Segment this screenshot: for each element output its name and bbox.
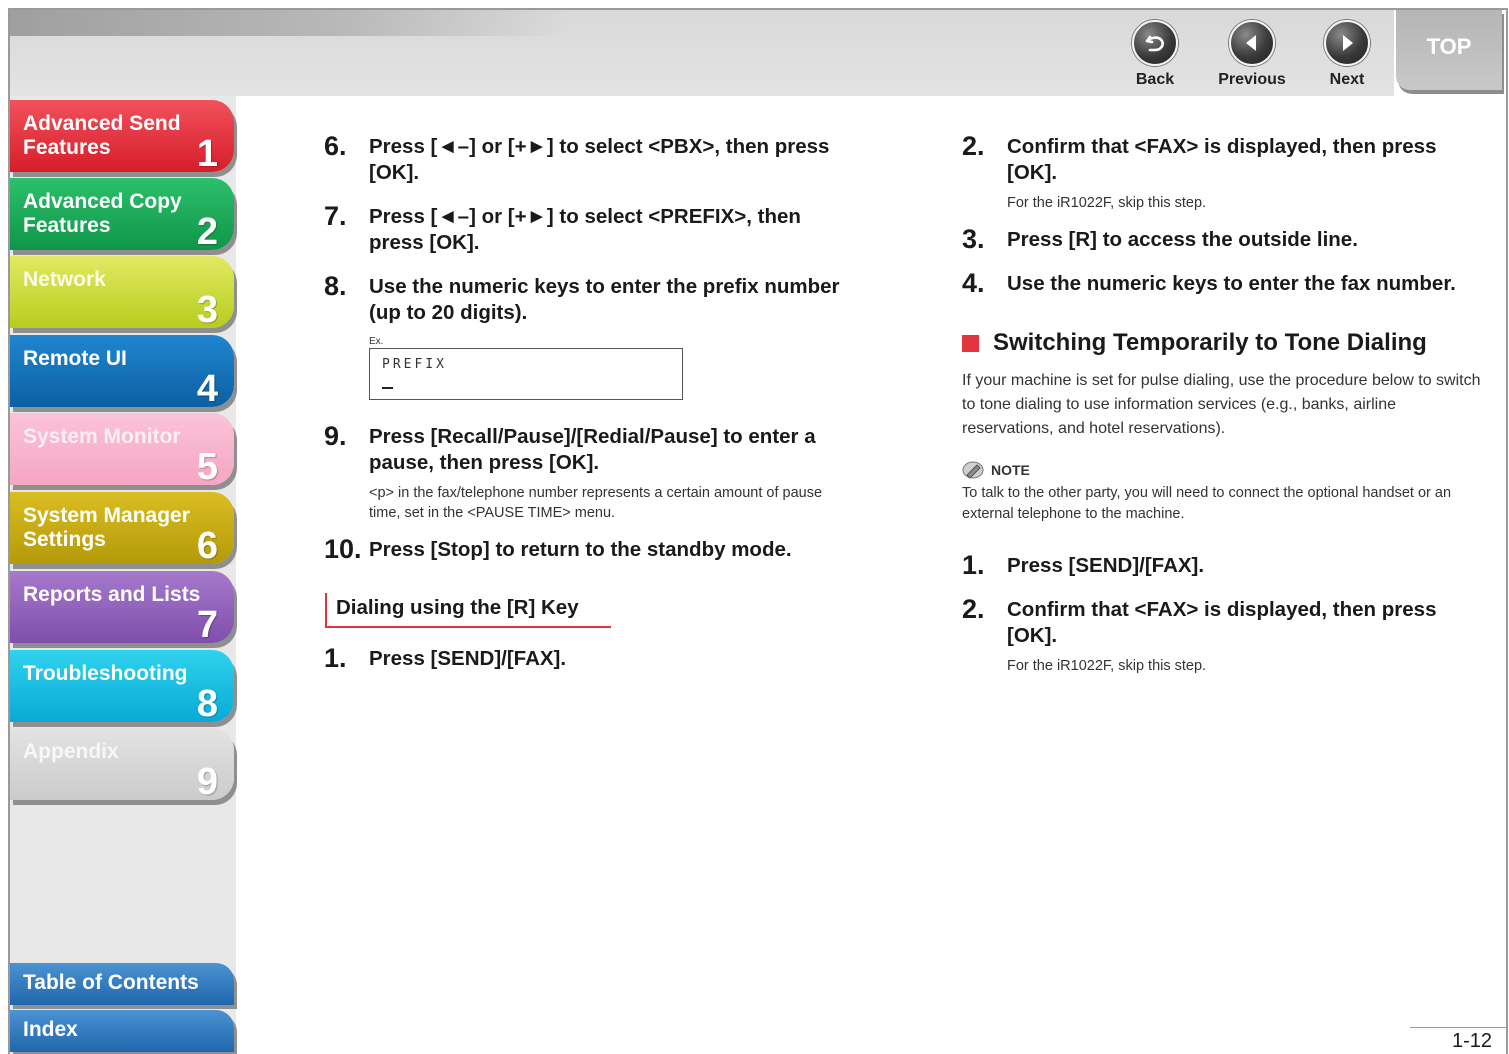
lcd-example-label: Ex. bbox=[369, 336, 384, 347]
step-number: 4. bbox=[962, 268, 985, 298]
step-number: 1. bbox=[324, 643, 347, 673]
chapter-label-line1: Reports and Lists bbox=[23, 583, 201, 606]
step-text: Use the numeric keys to enter the fax number. bbox=[1007, 272, 1456, 295]
sidebar-item-system-manager-settings[interactable] bbox=[10, 492, 234, 564]
chapter-label-line1: Remote UI bbox=[23, 347, 127, 370]
section-title bbox=[962, 329, 1482, 357]
content-left-column bbox=[324, 131, 844, 673]
step-text: Press [◄–] or [+►] to select <PBX>, then press [OK]. bbox=[369, 135, 830, 184]
step-number: 7. bbox=[324, 201, 347, 231]
chapter-number: 9 bbox=[196, 761, 218, 800]
tone-step-1 bbox=[962, 550, 1482, 580]
step-number: 3. bbox=[962, 224, 985, 254]
sidebar-item-remote-ui[interactable] bbox=[10, 335, 234, 407]
chapter-label-line2: Settings bbox=[23, 528, 106, 551]
chapter-label-line1: System Manager bbox=[23, 504, 190, 527]
previous-arrow-icon bbox=[1229, 20, 1275, 66]
sidebar-item-advanced-copy-features[interactable] bbox=[10, 178, 234, 250]
previous-label: Previous bbox=[1218, 71, 1286, 88]
note-text: To talk to the other party, you will need to connect the optional handset or an external telephone to the machine. bbox=[962, 485, 1452, 522]
chapter-number: 6 bbox=[196, 525, 218, 564]
chapter-number: 5 bbox=[196, 446, 218, 485]
next-label: Next bbox=[1329, 71, 1365, 88]
section-paragraph: If your machine is set for pulse dialing, use the procedure below to switch to tone dialing to use information services (e.g., banks, airline reservations, and hotel reservations). bbox=[962, 372, 1481, 437]
back-button[interactable] bbox=[1115, 20, 1195, 94]
step-6 bbox=[324, 131, 844, 186]
chapter-label-line2: Features bbox=[23, 136, 111, 159]
step-number: 8. bbox=[324, 271, 347, 301]
sidebar-item-troubleshooting[interactable] bbox=[10, 650, 234, 722]
step-number: 9. bbox=[324, 421, 347, 451]
page-number: 1-12 bbox=[1452, 1030, 1493, 1052]
sidebar-item-advanced-send-features[interactable] bbox=[10, 100, 234, 172]
step-text: Press [SEND]/[FAX]. bbox=[369, 647, 567, 670]
chapter-number: 2 bbox=[196, 211, 218, 250]
chapter-number: 3 bbox=[196, 289, 218, 328]
lcd-cursor bbox=[382, 387, 393, 389]
chapter-label-line1: Network bbox=[23, 268, 106, 291]
step-text: Press [◄–] or [+►] to select <PREFIX>, then press [OK]. bbox=[369, 205, 801, 254]
step-number: 10. bbox=[324, 534, 362, 564]
note-label: NOTE bbox=[991, 462, 1030, 478]
next-button[interactable] bbox=[1307, 20, 1387, 94]
chapter-number: 8 bbox=[196, 683, 218, 722]
section-bullet-icon bbox=[962, 335, 979, 352]
step-number: 2. bbox=[962, 131, 985, 161]
lcd-display bbox=[369, 348, 683, 400]
step-3 bbox=[962, 224, 1482, 254]
step-number: 6. bbox=[324, 131, 347, 161]
note-heading bbox=[962, 461, 1482, 479]
section-title-text: Switching Temporarily to Tone Dialing bbox=[993, 329, 1427, 356]
chapter-label-line1: Advanced Send bbox=[23, 112, 181, 135]
step-text: Confirm that <FAX> is displayed, then press [OK]. bbox=[1007, 135, 1437, 184]
top-button[interactable]: TOP bbox=[1396, 10, 1502, 90]
header-strip bbox=[10, 10, 570, 36]
index-button[interactable]: Index bbox=[10, 1010, 234, 1052]
chapter-label-line1: Advanced Copy bbox=[23, 190, 182, 213]
step-7 bbox=[324, 201, 844, 256]
chapter-number: 7 bbox=[196, 604, 218, 643]
step-note: For the iR1022F, skip this step. bbox=[1007, 658, 1207, 674]
chapter-label-line1: System Monitor bbox=[23, 425, 181, 448]
step-number: 2. bbox=[962, 594, 985, 624]
lcd-text: PREFIX bbox=[382, 357, 447, 372]
subheading-r-key: Dialing using the [R] Key bbox=[325, 593, 611, 628]
step-2 bbox=[962, 131, 1482, 213]
chapter-label-line1: Appendix bbox=[23, 740, 119, 763]
chapter-label-line1: Troubleshooting bbox=[23, 662, 188, 685]
step-text: Press [SEND]/[FAX]. bbox=[1007, 554, 1205, 577]
step-9 bbox=[324, 421, 844, 523]
sidebar-item-network[interactable] bbox=[10, 256, 234, 328]
step-8 bbox=[324, 271, 844, 400]
step-text: Confirm that <FAX> is displayed, then press [OK]. bbox=[1007, 598, 1437, 647]
step-text: Use the numeric keys to enter the prefix number (up to 20 digits). bbox=[369, 275, 840, 324]
next-arrow-icon bbox=[1324, 20, 1370, 66]
sidebar-item-reports-and-lists[interactable] bbox=[10, 571, 234, 643]
step-number: 1. bbox=[962, 550, 985, 580]
back-label: Back bbox=[1135, 71, 1175, 88]
pencil-note-icon bbox=[962, 461, 984, 479]
tone-step-2 bbox=[962, 594, 1482, 676]
step-10 bbox=[324, 534, 844, 564]
sidebar-item-system-monitor[interactable] bbox=[10, 413, 234, 485]
chapter-number: 1 bbox=[196, 133, 218, 172]
back-arrow-icon bbox=[1132, 20, 1178, 66]
page-number-divider bbox=[1410, 1027, 1508, 1028]
chapter-label-line2: Features bbox=[23, 214, 111, 237]
chapter-number: 4 bbox=[196, 368, 218, 407]
previous-button[interactable] bbox=[1212, 20, 1292, 94]
r-step-1 bbox=[324, 643, 844, 673]
content-right-column bbox=[962, 131, 1482, 676]
sidebar-item-appendix[interactable] bbox=[10, 728, 234, 800]
step-text: Press [Stop] to return to the standby mode. bbox=[369, 538, 792, 561]
step-text: Press [Recall/Pause]/[Redial/Pause] to enter a pause, then press [OK]. bbox=[369, 425, 816, 474]
step-text: Press [R] to access the outside line. bbox=[1007, 228, 1358, 251]
table-of-contents-button[interactable]: Table of Contents bbox=[10, 963, 234, 1005]
frame-right-border bbox=[1506, 8, 1508, 1054]
step-note: For the iR1022F, skip this step. bbox=[1007, 195, 1207, 211]
step-4 bbox=[962, 268, 1482, 298]
step-note: <p> in the fax/telephone number represents a certain amount of pause time, set in the <PAUSE TIME> menu. bbox=[369, 485, 823, 521]
